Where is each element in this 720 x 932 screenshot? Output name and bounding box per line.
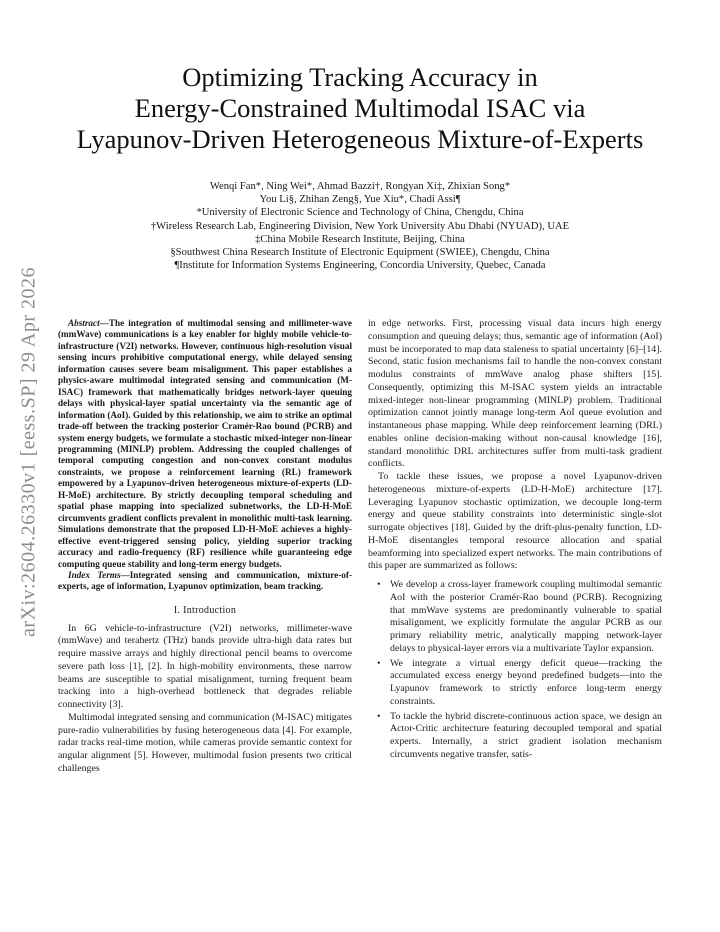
list-item — [377, 710, 662, 762]
bullet-icon: • — [377, 710, 381, 722]
arxiv-id-text: arXiv:2604.26330v1 [eess.SP] 29 Apr 2026 — [17, 267, 40, 637]
bullet-icon: • — [377, 657, 381, 669]
author-block — [60, 180, 660, 272]
title-line: Lyapunov-Driven Heterogeneous Mixture-of-Experts — [76, 124, 644, 154]
contribution-text: To tackle the hybrid discrete-continuous action space, we design an Actor-Critic architecture featuring decoupled temporal and spatial experts. Internally, a strict gradient isolation mechanism circumvents negative transfer, satis- — [390, 710, 662, 760]
abstract — [58, 318, 352, 570]
index-terms-text: —Integrated sensing and communication, mixture-of-experts, age of information, Lyapunov optimization, beam tracking. — [58, 569, 353, 592]
contribution-text: We integrate a virtual energy deficit queue—tracking the accumulated excess energy beyond predefined budgets—into the Lyapunov framework to strictly enforce long-term energy constraints. — [390, 657, 662, 707]
list-item — [377, 579, 662, 656]
author-names-line: You Li§, Zhihan Zeng§, Yue Xiu*, Chadi Assi¶ — [259, 194, 461, 206]
intro-paragraph: Multimodal integrated sensing and communication (M-ISAC) mitigates pure-radio vulnerabilities by fusing heterogeneous data [4]. For example, radar tracks real-time motion, while cameras provide semantic context for angular alignment [5]. However, multimodal fusion presents two critical challenges — [58, 711, 352, 774]
list-item — [377, 657, 662, 709]
contributions-list — [368, 579, 662, 762]
right-column — [368, 318, 662, 764]
affiliation: †Wireless Research Lab, Engineering Division, New York University Abu Dhabi (NYUAD), UAE — [150, 220, 570, 232]
abstract-text: —The integration of multimodal sensing and millimeter-wave (mmWave) communications is a key enabler for highly mobile vehicle-to-infrastructure (V2I) networks. However, continuous high-resolution visual sensing incurs prohibitive computational energy, while delayed sensing information causes severe beam misalignment. This paper establishes a physics-aware multimodal integrated sensing and communication (M-ISAC) framework that mathematically bridges network-layer queuing delays with physical-layer spatial uncertainty via the semantic age of information (AoI). Guided by this relationship, we aim to strike an optimal trade-off between the tracking posterior Cramér-Rao bound (PCRB) and system energy budgets, we formulate a stochastic mixed-integer non-linear programming (MINLP) problem. Addressing the coupled challenges of temporal computing congestion and non-convex constant modulus constraints, we propose a reinforcement learning (RL) framework empowered by a Lyapunov-driven heterogeneous mixture-of-experts (LD-H-MoE) architecture. By strictly decoupling temporal scheduling and spatial phase mapping into specialized subnetworks, the LD-H-MoE circumvents gradient conflicts prevalent in monolithic multi-task learning. Simulations demonstrate that the proposed LD-H-MoE achieves a highly-effective event-triggered sensing policy, yielding superior tracking accuracy and radio-frequency (RF) resilience while guaranteeing edge computing queue stability and long-term energy budgets. — [58, 318, 352, 569]
affiliation: §Southwest China Research Institute of Electronic Equipment (SWIEE), Chengdu, China — [170, 247, 550, 259]
body-paragraph: To tackle these issues, we propose a novel Lyapunov-driven heterogeneous mixture-of-experts (LD-H-MoE) architecture [17]. Leveraging Lyapunov stochastic optimization, we decouple long-term energy and queue stability constraints into deterministic single-slot surrogate objectives [18]. Guided by the drift-plus-penalty function, LD-H-MoE disentangles temporal resource allocation and spatial beamforming into specialized expert networks. The main contributions of this paper are summarized as follows: — [368, 471, 662, 572]
arxiv-identifier — [14, 262, 44, 642]
index-terms — [58, 570, 352, 593]
author-names-line: Wenqi Fan*, Ning Wei*, Ahmad Bazzi†, Rongyan Xi‡, Zhixian Song* — [209, 181, 511, 192]
contribution-text: We develop a cross-layer framework coupling multimodal semantic AoI with the posterior Cramér-Rao bound (PCRB). Recognizing that mmWave systems are predominantly vulnerable to spatial misalignment, we explicitly formulate the angular PCRB as our primary reliability metric, analytically mapping network-layer delays to physical-layer errors via a multivariate Taylor expansion. — [390, 579, 662, 654]
title-line: Optimizing Tracking Accuracy in — [182, 62, 538, 92]
index-terms-label: Index Terms — [68, 569, 121, 580]
section-heading: I. Introduction — [173, 604, 237, 616]
title-line: Energy-Constrained Multimodal ISAC via — [134, 93, 586, 123]
left-column — [58, 318, 352, 776]
affiliation: ‡China Mobile Research Institute, Beijing, China — [255, 233, 465, 245]
paper-title — [40, 62, 680, 155]
affiliation: *University of Electronic Science and Technology of China, Chengdu, China — [196, 207, 524, 219]
affiliation: ¶Institute for Information Systems Engineering, Concordia University, Quebec, Canada — [174, 260, 546, 272]
abstract-label: Abstract — [68, 318, 100, 328]
bullet-icon: • — [377, 579, 381, 590]
intro-paragraph: In 6G vehicle-to-infrastructure (V2I) networks, millimeter-wave (mmWave) and terahertz (THz) bands provide ultra-high data rates but require massive arrays and highly directional pencil beams to overcome severe path loss [1], [2]. In high-mobility environments, these narrow beams are susceptible to spatial misalignment, turning frequent beam tracking into a high-overhead bottleneck that degrades reliable connectivity [3]. — [58, 622, 352, 711]
body-paragraph: in edge networks. First, processing visual data incurs high energy consumption and queuing delays; thus, semantic age of information (AoI) must be incorporated to map data staleness to spatial uncertainty [6]–[14]. Second, static fusion mechanisms fail to handle the non-convex constant modulus constraints of mmWave analog phase shifters [15]. Consequently, optimizing this M-ISAC system yields an intractable mixed-integer non-linear programming (MINLP) problem. Traditional optimization cannot jointly manage long-term AoI queue evolution and instantaneous phase mapping. While deep reinforcement learning (DRL) enables online decision-making without non-causal knowledge [16], standard monolithic DRL architectures suffer from multi-task gradient conflicts. — [368, 318, 662, 470]
